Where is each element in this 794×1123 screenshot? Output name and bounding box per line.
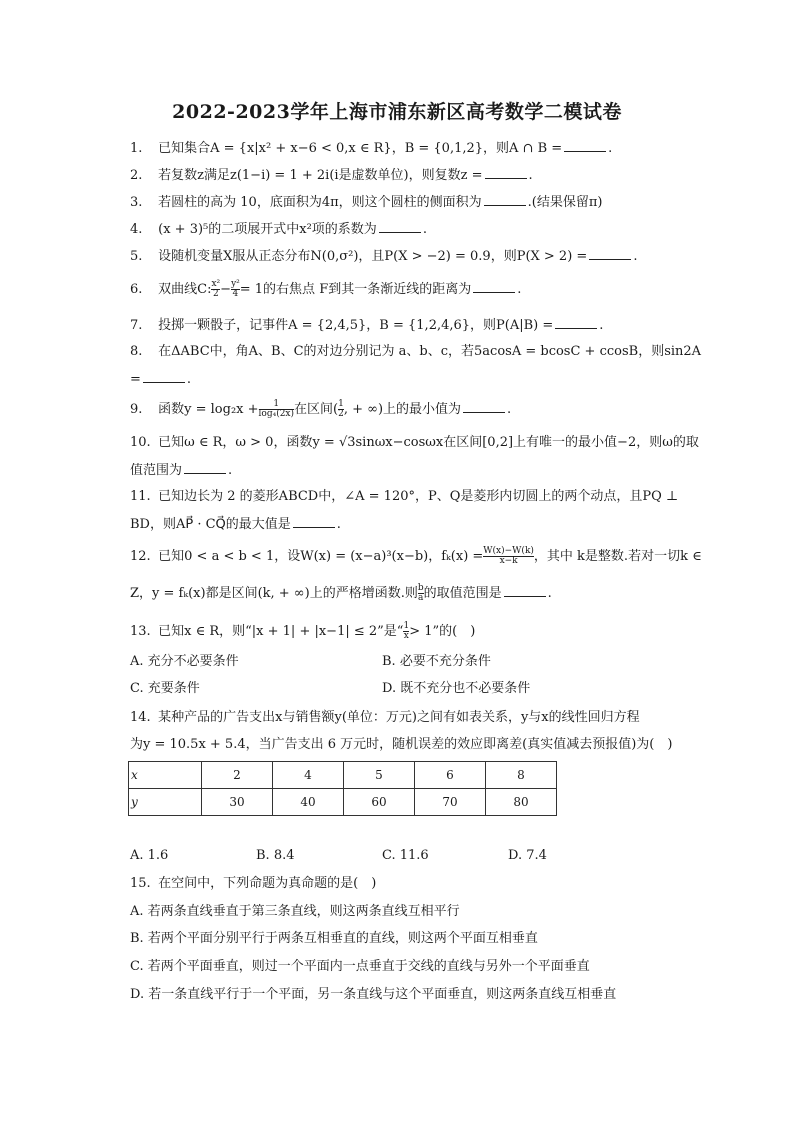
- question-6: 6. 双曲线C: $\frac{\text{x²}}{2}$ − $\frac{\text{y²}}{4}$ = 1的右焦点 F到其一条渐近线的距离为 .: [130, 279, 522, 299]
- question-4: 4. (x + 3)⁵的二项展开式中x²项的系数为 .: [130, 222, 427, 237]
- fraction: $\frac{1}{\text{log₄(2x)}}$: [258, 399, 295, 419]
- row-header-y: y: [129, 789, 202, 816]
- answer-blank: [184, 461, 226, 474]
- question-9: 9. 函数y = log₂x + $\frac{1}{\text{log₄(2x)}}$ 在区间( $\frac{1}{2}$ , + ∞)上的最小值为 .: [130, 399, 512, 419]
- table-cell: 4: [273, 762, 344, 789]
- answer-blank: [293, 515, 335, 528]
- option-15b[interactable]: B. 若两个平面分别平行于两条互相垂直的直线，则这两个平面互相垂直: [130, 931, 538, 946]
- table-row: [129, 762, 557, 789]
- question-8-cont: = .: [130, 372, 192, 387]
- option-15d[interactable]: D. 若一条直线平行于一个平面，另一条直线与这个平面垂直，则这两条直线互相垂直: [130, 987, 617, 1002]
- table-cell: 2: [202, 762, 273, 789]
- question-11-cont: BD，则AP⃗ · CQ⃗的最大值是 .: [130, 517, 341, 532]
- option-14d[interactable]: D. 7.4: [508, 848, 547, 863]
- question-2: 2. 若复数z满足z(1−i) = 1 + 2i(i是虚数单位)，则复数z = .: [130, 168, 533, 183]
- answer-blank: [485, 166, 527, 179]
- option-13a[interactable]: A. 充分不必要条件: [130, 654, 239, 669]
- question-15: 15. 在空间中，下列命题为真命题的是( ): [130, 876, 377, 891]
- page-title: 2022-2023学年上海市浦东新区高考数学二模试卷: [172, 101, 622, 123]
- data-table: [128, 761, 557, 816]
- answer-blank: [473, 280, 515, 293]
- option-14c[interactable]: C. 11.6: [382, 848, 429, 863]
- table-cell: 30: [202, 789, 273, 816]
- question-5: 5. 设随机变量X服从正态分布N(0,σ²)，且P(X > −2) = 0.9，则P(X > 2) = .: [130, 249, 638, 264]
- answer-blank: [463, 400, 505, 413]
- fraction: $\frac{W(x)-W(k)}{x-k}$: [483, 546, 534, 566]
- answer-blank: [564, 139, 606, 152]
- question-11: 11. 已知边长为 2 的菱形ABCD中，∠A = 120°，P、Q是菱形内切圆上的两个动点，且PQ ⊥: [130, 489, 679, 504]
- question-12: 12. 已知0 < a < b < 1，设W(x) = (x−a)³(x−b)，fₖ(x) = $\frac{W(x)-W(k)}{x-k}$ ，其中 k是整数.若对一切k ∈: [130, 546, 702, 566]
- option-13c[interactable]: C. 充要条件: [130, 681, 200, 696]
- question-10: 10. 已知ω ∈ R，ω > 0，函数y = √3sinωx−cosωx在区间[0,2]上有唯一的最小值−2，则ω的取: [130, 435, 699, 450]
- question-8: 8. 在ΔABC中，角A、B、C的对边分别记为 a、b、c，若5acosA = bcosC + ccosB，则sin2A: [130, 344, 702, 359]
- table-cell: 70: [415, 789, 486, 816]
- table-cell: 60: [344, 789, 415, 816]
- option-13d[interactable]: D. 既不充分也不必要条件: [382, 681, 531, 696]
- option-15c[interactable]: C. 若两个平面垂直，则过一个平面内一点垂直于交线的直线与另外一个平面垂直: [130, 959, 590, 974]
- table-cell: 40: [273, 789, 344, 816]
- fraction: $\frac{b}{a}$: [417, 583, 424, 603]
- question-14-cont: 为y = 10.5x + 5.4，当广告支出 6 万元时，随机误差的效应即离差(真实值减去预报值)为( ): [130, 737, 673, 752]
- question-12-cont: Z，y = fₖ(x)都是区间(k, + ∞)上的严格增函数.则 $\frac{b}{a}$ 的取值范围是 .: [130, 583, 552, 603]
- question-10-cont: 值范围为 .: [130, 463, 233, 478]
- option-14a[interactable]: A. 1.6: [130, 848, 169, 863]
- table-row: [129, 789, 557, 816]
- answer-blank: [504, 584, 546, 597]
- option-13b[interactable]: B. 必要不充分条件: [382, 654, 491, 669]
- question-14: 14. 某种产品的广告支出x与销售额y(单位：万元)之间有如表关系，y与x的线性回归方程: [130, 710, 640, 725]
- answer-blank: [379, 220, 421, 233]
- answer-blank: [589, 247, 631, 260]
- question-13: 13. 已知x ∈ R，则“|x + 1| + |x−1| ≤ 2”是“ $\frac{1}{x}$ > 1”的( ): [130, 621, 476, 641]
- row-header-x: x: [129, 762, 202, 789]
- fraction: $\frac{\text{y²}}{4}$: [231, 279, 240, 299]
- table-cell: 6: [415, 762, 486, 789]
- fraction: $\frac{\text{x²}}{2}$: [211, 279, 221, 299]
- table-cell: 5: [344, 762, 415, 789]
- question-7: 7. 投掷一颗骰子，记事件A = {2,4,5}，B = {1,2,4,6}，则P(A|B) = .: [130, 318, 604, 333]
- question-1: 1. 已知集合A = {x|x² + x−6 < 0,x ∈ R}，B = {0,1,2}，则A ∩ B = .: [130, 141, 613, 156]
- fraction: $\frac{1}{x}$: [403, 621, 410, 641]
- answer-blank: [143, 370, 185, 383]
- answer-blank: [484, 193, 526, 206]
- table-cell: 80: [486, 789, 557, 816]
- fraction: $\frac{1}{2}$: [338, 399, 344, 419]
- option-14b[interactable]: B. 8.4: [256, 848, 295, 863]
- question-3: 3. 若圆柱的高为 10，底面积为4π，则这个圆柱的侧面积为 .(结果保留π): [130, 195, 603, 210]
- table-cell: 8: [486, 762, 557, 789]
- answer-blank: [555, 316, 597, 329]
- option-15a[interactable]: A. 若两条直线垂直于第三条直线，则这两条直线互相平行: [130, 904, 460, 919]
